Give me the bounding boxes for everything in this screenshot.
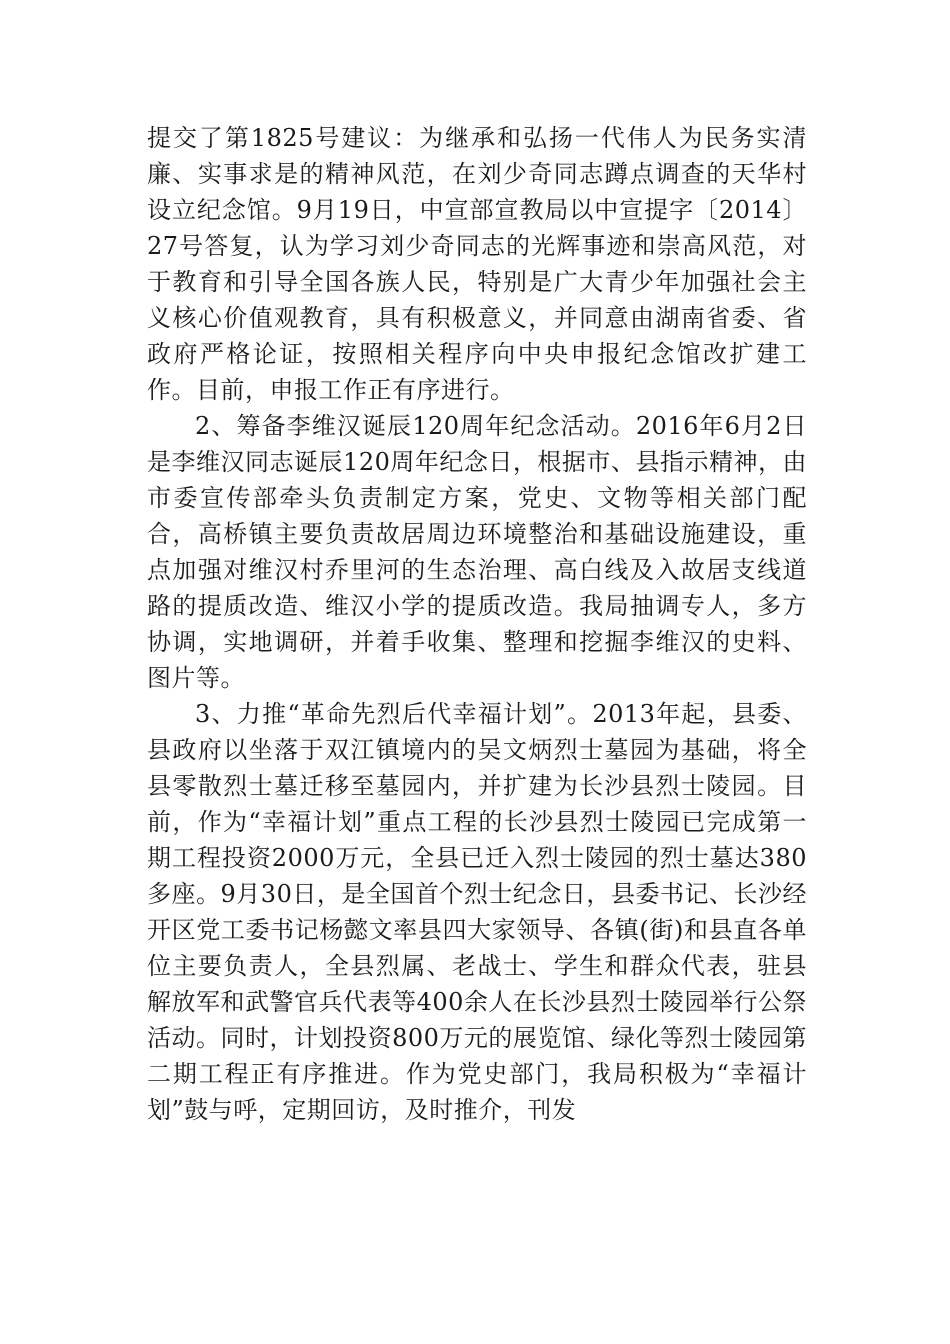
document-body (147, 120, 807, 1128)
paragraph-item-3: 3、力推“革命先烈后代幸福计划”。2013年起，县委、县政府以坐落于双江镇境内的吴文炳烈士墓园为基础，将全县零散烈士墓迁移至墓园内，并扩建为长沙县烈士陵园。目前，作为“幸福计划”重点工程的长沙县烈士陵园已完成第一期工程投资2000万元，全县已迁入烈士陵园的烈士墓达380多座。9月30日，是全国首个烈士纪念日，县委书记、长沙经开区党工委书记杨懿文率县四大家领导、各镇(街)和县直各单位主要负责人，全县烈属、老战士、学生和群众代表，驻县解放军和武警官兵代表等400余人在长沙县烈士陵园举行公祭活动。同时，计划投资800万元的展览馆、绿化等烈士陵园第二期工程正有序推进。作为党史部门，我局积极为“幸福计划”鼓与呼，定期回访，及时推介，刊发 (147, 700, 807, 1124)
paragraph-item-2: 2、筹备李维汉诞辰120周年纪念活动。2016年6月2日是李维汉同志诞辰120周年纪念日，根据市、县指示精神，由市委宣传部牵头负责制定方案，党史、文物等相关部门配合，高桥镇主要负责故居周边环境整治和基础设施建设，重点加强对维汉村乔里河的生态治理、高白线及入故居支线道路的提质改造、维汉小学的提质改造。我局抽调专人，多方协调，实地调研，并着手收集、整理和挖掘李维汉的史料、图片等。 (147, 412, 807, 692)
paragraph-continued: 提交了第1825号建议：为继承和弘扬一代伟人为民务实清廉、实事求是的精神风范，在刘少奇同志蹲点调查的天华村设立纪念馆。9月19日，中宣部宣教局以中宣提字〔2014〕27号答复，认为学习刘少奇同志的光辉事迹和崇高风范，对于教育和引导全国各族人民，特别是广大青少年加强社会主义核心价值观教育，具有积极意义，并同意由湖南省委、省政府严格论证，按照相关程序向中央申报纪念馆改扩建工作。目前，申报工作正有序进行。 (147, 124, 807, 404)
